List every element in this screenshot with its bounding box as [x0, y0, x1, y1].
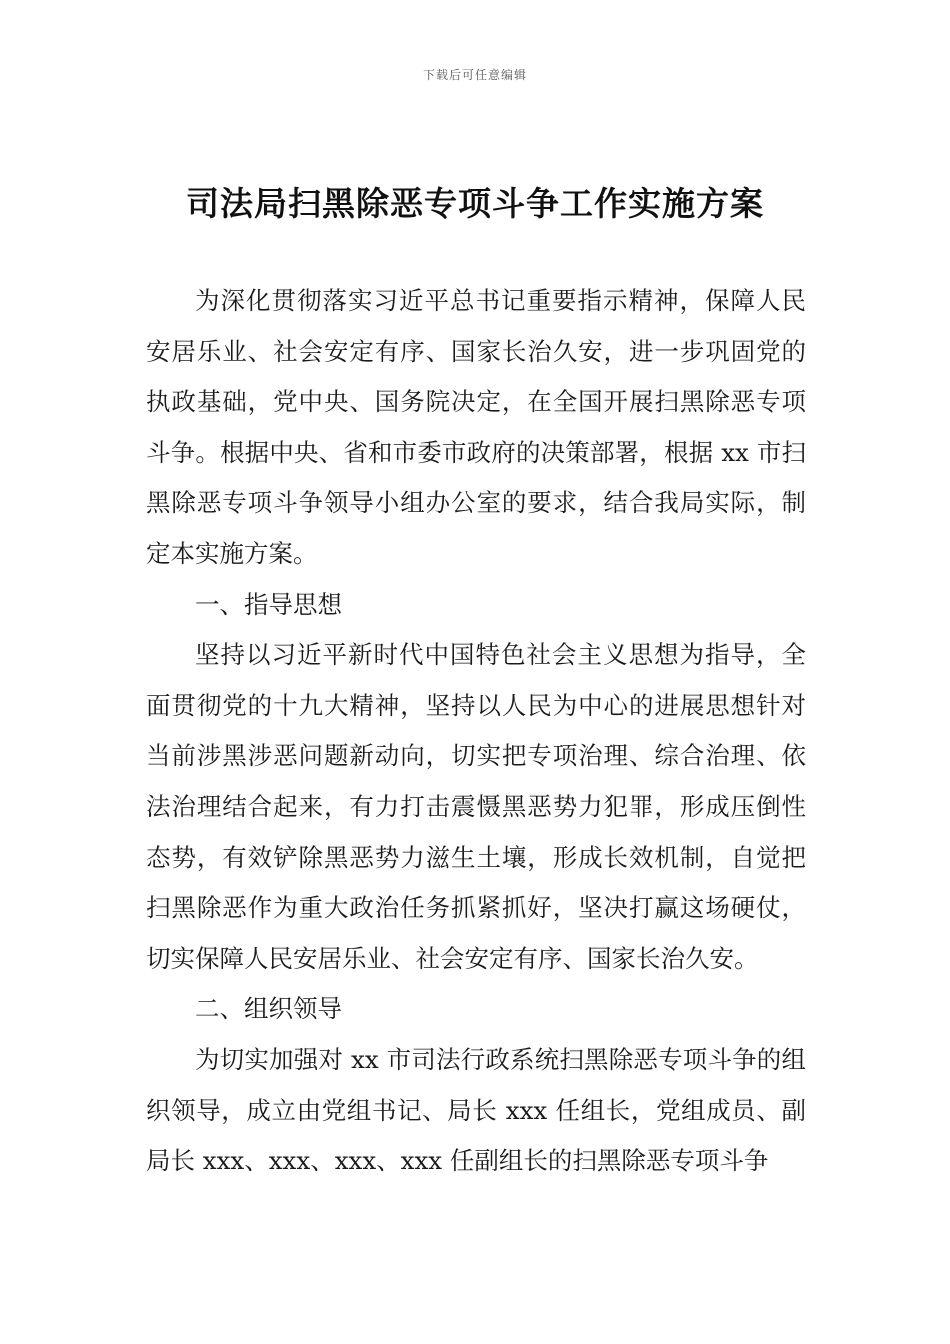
header-note: 下载后可任意编辑 — [422, 68, 527, 82]
paragraph-intro: 为深化贯彻落实习近平总书记重要指示精神，保障人民安居乐业、社会安定有序、国家长治久安，进一步巩固党的执政基础，党中央、国务院决定，在全国开展扫黑除恶专项斗争。根据中央、省和市委市政府的决策部署，根据 xx 市扫黑除恶专项斗争领导小组办公室的要求，结合我局实际，制定本实施方案。 — [146, 286, 806, 568]
section-heading-organization-leadership: 二、组织领导 — [195, 994, 342, 1024]
section-heading-guiding-ideology: 一、指导思想 — [195, 589, 342, 619]
paragraph-guiding-ideology: 坚持以习近平新时代中国特色社会主义思想为指导，全面贯彻党的十九大精神，坚持以人民为中心的进展思想针对当前涉黑涉恶问题新动向，切实把专项治理、综合治理、依法治理结合起来，有力打击震慑黑恶势力犯罪，形成压倒性态势，有效铲除黑恶势力滋生土壤，形成长效机制，自觉把扫黑除恶作为重大政治任务抓紧抓好，坚决打赢这场硬仗，切实保障人民安居乐业、社会安定有序、国家长治久安。 — [146, 640, 806, 973]
document-title: 司法局扫黑除恶专项斗争工作实施方案 — [186, 184, 764, 223]
document-body — [146, 276, 806, 1187]
paragraph-organization-leadership: 为切实加强对 xx 市司法行政系统扫黑除恶专项斗争的组织领导，成立由党组书记、局长 xxx 任组长，党组成员、副局长 xxx、xxx、xxx、xxx 任副组长的扫黑除恶专项斗争 — [146, 1044, 806, 1176]
